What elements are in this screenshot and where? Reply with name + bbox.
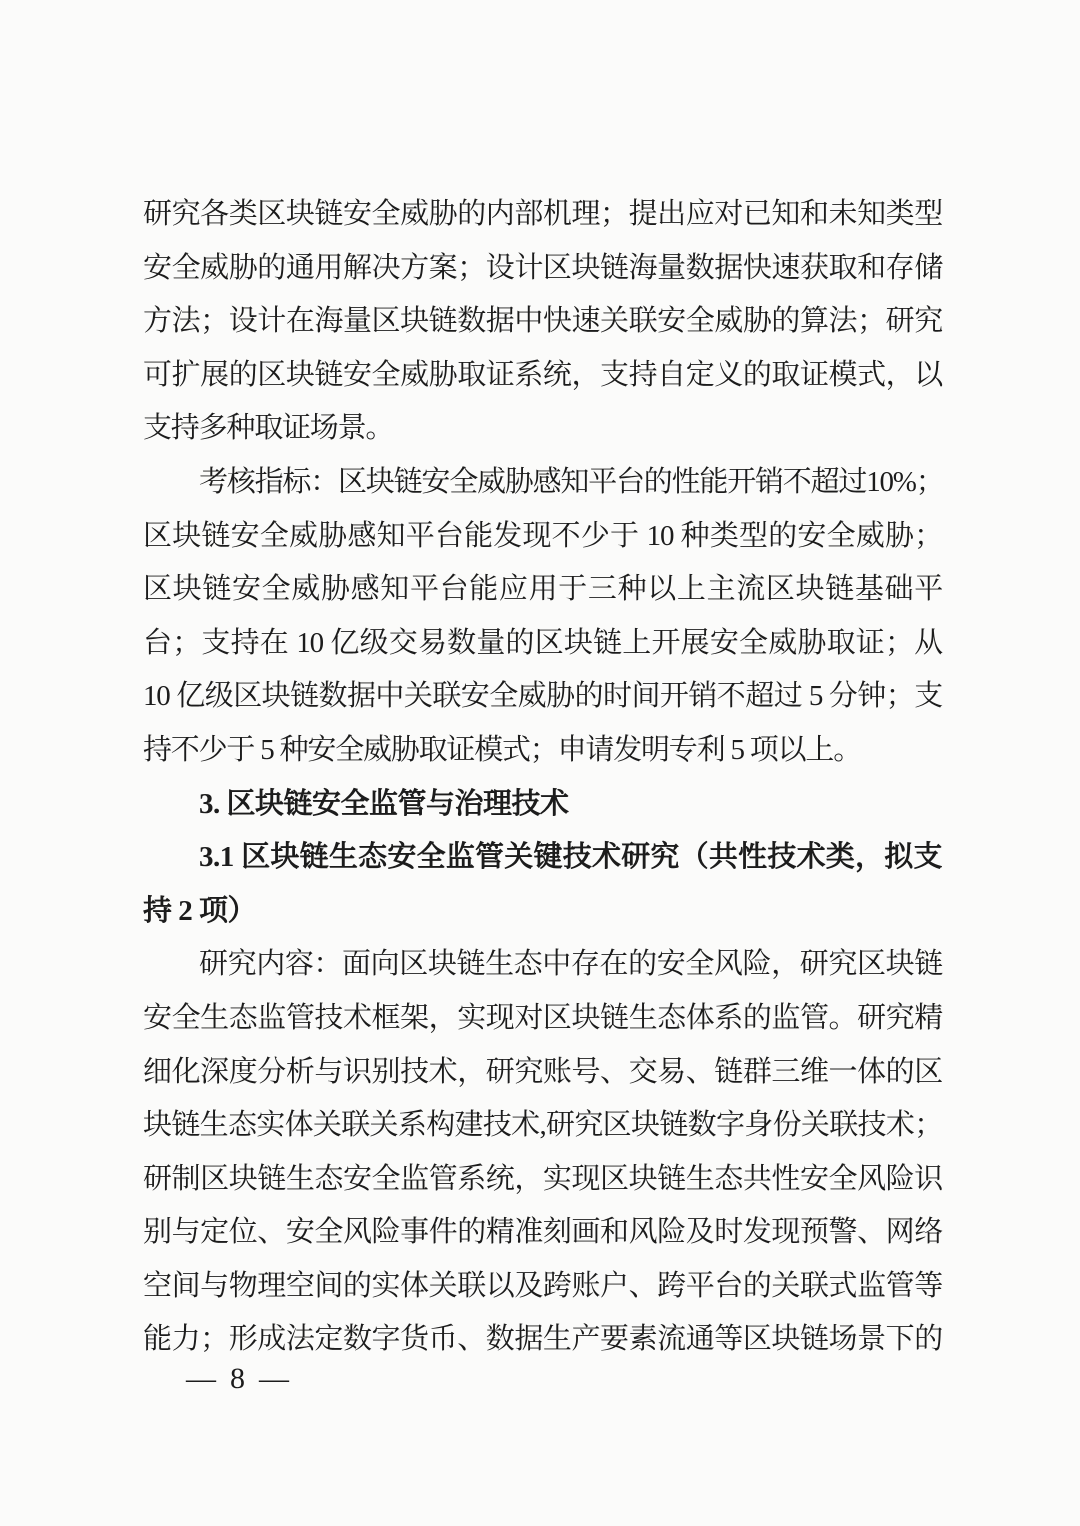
text-line: 别与定位、安全风险事件的精准刻画和风险及时发现预警、网络 — [143, 1216, 942, 1249]
text-line: 支持多种取证场景。 — [143, 412, 394, 445]
text-line: 10 亿级区块链数据中关联安全威胁的时间开销不超过 5 分钟；支 — [143, 680, 942, 713]
text-line: 区块链安全威胁感知平台能应用于三种以上主流区块链基础平 — [143, 573, 942, 606]
text-line: 安全威胁的通用解决方案；设计区块链海量数据快速获取和存储 — [143, 251, 942, 284]
page-number: 8 — [230, 1362, 245, 1395]
page-footer — [172, 1352, 303, 1405]
text-line: 区块链安全威胁感知平台能发现不少于 10 种类型的安全威胁； — [143, 519, 942, 552]
text-line: 空间与物理空间的实体关联以及跨账户、跨平台的关联式监管等 — [143, 1269, 942, 1302]
text-line: 安全生态监管技术框架，实现对区块链生态体系的监管。研究精 — [143, 1001, 942, 1034]
subsection-heading-continued: 持 2 项） — [143, 894, 257, 927]
text-block — [143, 188, 942, 1367]
text-line: 能力；形成法定数字货币、数据生产要素流通等区块链场景下的 — [143, 1323, 942, 1356]
text-line: 方法；设计在海量区块链数据中快速关联安全威胁的算法；研究 — [143, 305, 942, 338]
text-line: 台；支持在 10 亿级交易数量的区块链上开展安全威胁取证；从 — [143, 626, 942, 659]
section-heading: 3. 区块链安全监管与治理技术 — [199, 787, 569, 820]
text-line: 研制区块链生态安全监管系统，实现区块链生态共性安全风险识 — [143, 1162, 942, 1195]
text-line: 持不少于 5 种安全威胁取证模式；申请发明专利 5 项以上。 — [143, 733, 862, 766]
footer-right-dash: — — [259, 1362, 289, 1395]
text-line: 细化深度分析与识别技术，研究账号、交易、链群三维一体的区 — [143, 1055, 942, 1088]
text-line: 块链生态实体关联关系构建技术,研究区块链数字身份关联技术； — [143, 1109, 942, 1142]
text-line: 研究各类区块链安全威胁的内部机理；提出应对已知和未知类型 — [143, 198, 942, 230]
text-line: 可扩展的区块链安全威胁取证系统，支持自定义的取证模式，以 — [143, 358, 942, 391]
subsection-heading: 3.1 区块链生态安全监管关键技术研究（共性技术类，拟支 — [199, 841, 942, 874]
footer-left-dash: — — [186, 1362, 216, 1395]
text-line: 研究内容：面向区块链生态中存在的安全风险，研究区块链 — [199, 948, 942, 981]
text-line: 考核指标：区块链安全威胁感知平台的性能开销不超过10%； — [199, 465, 944, 498]
